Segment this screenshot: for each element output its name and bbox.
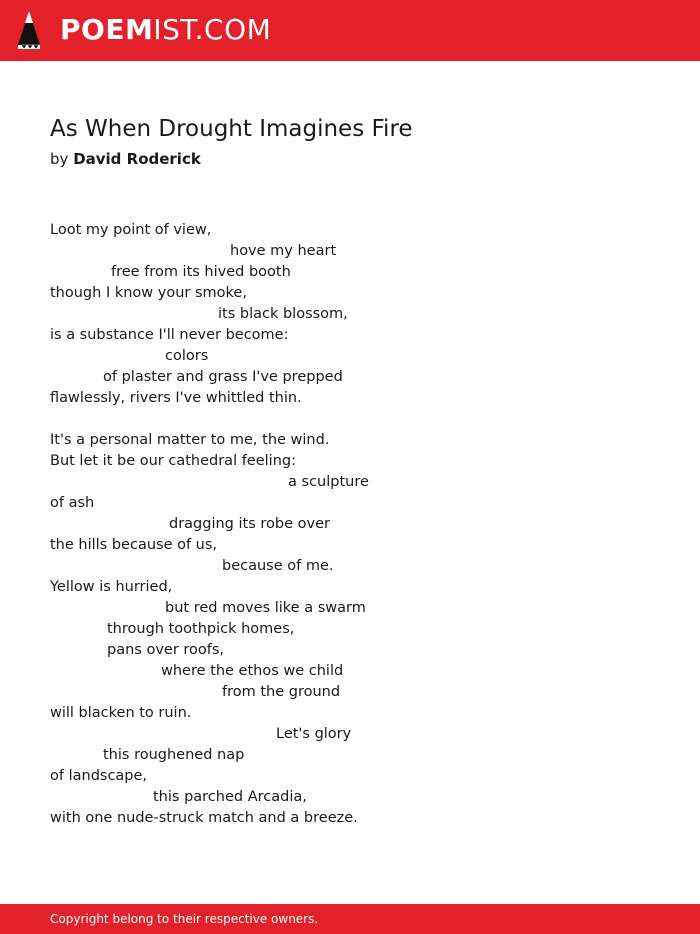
poem-line: a sculpture xyxy=(288,474,369,490)
site-footer xyxy=(0,904,700,934)
poem-line xyxy=(50,409,650,430)
poem-line: where the ethos we child xyxy=(161,663,344,679)
poem-line: this parched Arcadia, xyxy=(153,789,307,805)
poem-line: through toothpick homes, xyxy=(107,621,295,637)
poem-line: pans over roofs, xyxy=(107,642,225,658)
poem-line: will blacken to ruin. xyxy=(50,705,192,721)
poem-line: But let it be our cathedral feeling: xyxy=(50,453,296,469)
poem-line: of landscape, xyxy=(50,768,148,784)
poem-line: though I know your smoke, xyxy=(50,285,247,301)
poem-line: free from its hived booth xyxy=(111,264,291,280)
poem-line: with one nude-struck match and a breeze. xyxy=(50,810,358,826)
by-label: by xyxy=(50,150,69,168)
poem-title: As When Drought Imagines Fire xyxy=(50,116,413,142)
poem-line: is a substance I'll never become: xyxy=(50,327,289,343)
poem-line: from the ground xyxy=(222,684,341,700)
poem-line: flawlessly, rivers I've whittled thin. xyxy=(50,390,302,406)
site-logo[interactable] xyxy=(16,9,271,51)
poem-line: of plaster and grass I've prepped xyxy=(103,369,343,385)
byline xyxy=(50,150,201,168)
poem-body xyxy=(50,220,650,829)
poem-line: this roughened nap xyxy=(103,747,245,763)
poem-line: but red moves like a swarm xyxy=(165,600,366,616)
poem-line: Let's glory xyxy=(276,726,352,742)
poem-line: hove my heart xyxy=(230,243,337,259)
poem-line: the hills because of us, xyxy=(50,537,218,553)
pencil-tip-icon xyxy=(16,9,42,51)
brand-name-bold: POEM xyxy=(60,13,154,46)
copyright-text: Copyright belong to their respective owners. xyxy=(50,912,319,926)
poem-line: Yellow is hurried, xyxy=(50,579,173,595)
poem-line: Loot my point of view, xyxy=(50,222,212,238)
poem-line: It's a personal matter to me, the wind. xyxy=(50,432,330,448)
author-name[interactable]: David Roderick xyxy=(73,150,201,168)
brand-name xyxy=(60,9,271,51)
poem-line: because of me. xyxy=(222,558,334,574)
poem-line: of ash xyxy=(50,495,95,511)
poem-line: dragging its robe over xyxy=(169,516,330,532)
poem-line: colors xyxy=(165,348,209,364)
poem-line: its black blossom, xyxy=(218,306,348,322)
site-header xyxy=(0,0,700,61)
brand-name-light: IST.COM xyxy=(153,13,272,46)
